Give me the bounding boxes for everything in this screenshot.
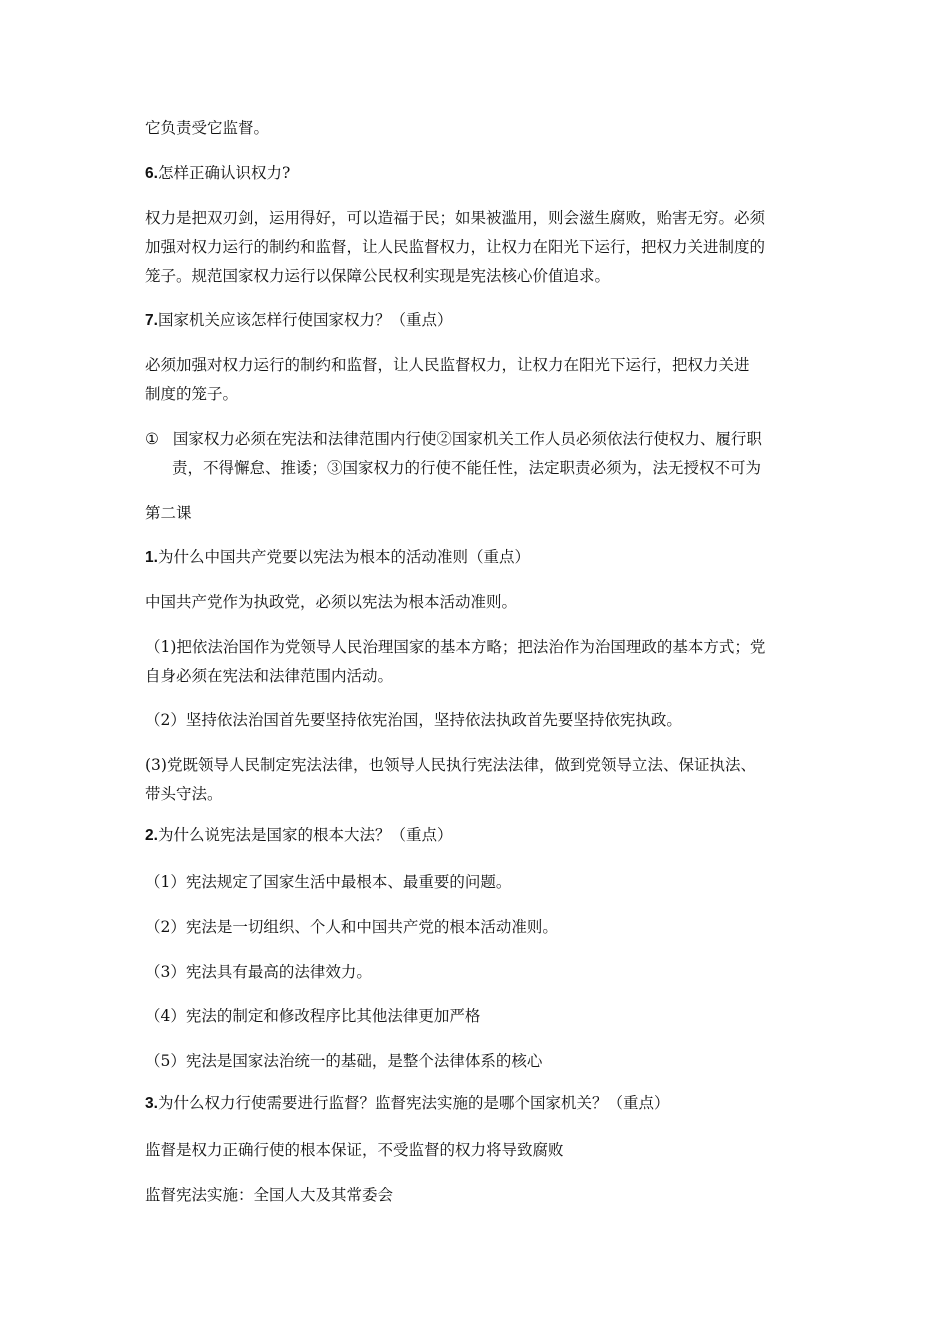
question-number: 6. [145, 165, 158, 182]
answer-2-point-3: （3）宪法具有最高的法律效力。 [145, 963, 372, 981]
lesson-heading: 第二课 [145, 504, 192, 522]
answer-2-point-5: （5）宪法是国家法治统一的基础，是整个法律体系的核心 [145, 1052, 543, 1070]
answer-1-point-2: （2）坚持依法治国首先要坚持依宪治国，坚持依法执政首先要坚持依宪执政。 [145, 711, 682, 729]
answer-1-point-1-line-2: 自身必须在宪法和法律范围内活动。 [145, 667, 394, 685]
answer-1-point-3-line-1: (3)党既领导人民制定宪法法律，也领导人民执行宪法法律，做到党领导立法、保证执法、 [145, 756, 756, 774]
answer-1-point-1-line-1: （1)把依法治国作为党领导人民治理国家的基本方略；把法治作为治国理政的基本方式；党 [145, 638, 766, 656]
answer-6-line-1: 权力是把双刃剑，运用得好，可以造福于民；如果被滥用，则会滋生腐败，贻害无穷。必须 [145, 209, 766, 227]
numbered-list-item [145, 429, 815, 449]
question-1-heading [145, 547, 815, 568]
question-number: 7. [145, 312, 158, 329]
answer-2-point-4: （4）宪法的制定和修改程序比其他法律更加严格 [145, 1007, 481, 1025]
question-6-heading [145, 163, 815, 184]
list-item-line-2: 责，不得懈怠、推诿；③国家权力的行使不能任性，法定职责必须为，法无授权不可为 [172, 459, 762, 477]
answer-3-line-2: 监督宪法实施：全国人大及其常委会 [145, 1186, 394, 1204]
answer-2-point-2: （2）宪法是一切组织、个人和中国共产党的根本活动准则。 [145, 918, 558, 936]
paragraph-continuation: 它负责受它监督。 [145, 119, 270, 137]
answer-7-line-1: 必须加强对权力运行的制约和监督，让人民监督权力，让权力在阳光下运行，把权力关进 [145, 356, 750, 374]
question-text: 为什么中国共产党要以宪法为根本的活动准则（重点） [157, 548, 530, 566]
answer-1-intro: 中国共产党作为执政党，必须以宪法为根本活动准则。 [145, 593, 518, 611]
circled-number-marker: ① [145, 430, 159, 448]
question-3-heading [145, 1093, 815, 1114]
question-2-heading [145, 825, 815, 846]
answer-3-line-1: 监督是权力正确行使的根本保证，不受监督的权力将导致腐败 [145, 1141, 564, 1159]
question-number: 3. [145, 1095, 158, 1112]
answer-1-point-3-line-2: 带头守法。 [145, 785, 223, 803]
answer-2-point-1: （1）宪法规定了国家生活中最根本、最重要的问题。 [145, 873, 512, 891]
question-number: 1. [145, 549, 158, 566]
question-7-heading [145, 310, 815, 331]
question-text: 国家机关应该怎样行使国家权力？（重点） [157, 311, 453, 329]
question-text: 为什么说宪法是国家的根本大法？（重点） [157, 826, 453, 844]
list-item-line-1: 国家权力必须在宪法和法律范围内行使②国家机关工作人员必须依法行使权力、履行职 [172, 430, 762, 448]
question-text: 为什么权力行使需要进行监督？监督宪法实施的是哪个国家机关？（重点） [157, 1094, 670, 1112]
answer-7-line-2: 制度的笼子。 [145, 385, 239, 403]
question-text: 怎样正确认识权力? [157, 164, 291, 182]
answer-6-line-3: 笼子。规范国家权力运行以保障公民权利实现是宪法核心价值追求。 [145, 267, 611, 285]
question-number: 2. [145, 827, 158, 844]
answer-6-line-2: 加强对权力运行的制约和监督，让人民监督权力，让权力在阳光下运行，把权力关进制度的 [145, 238, 766, 256]
